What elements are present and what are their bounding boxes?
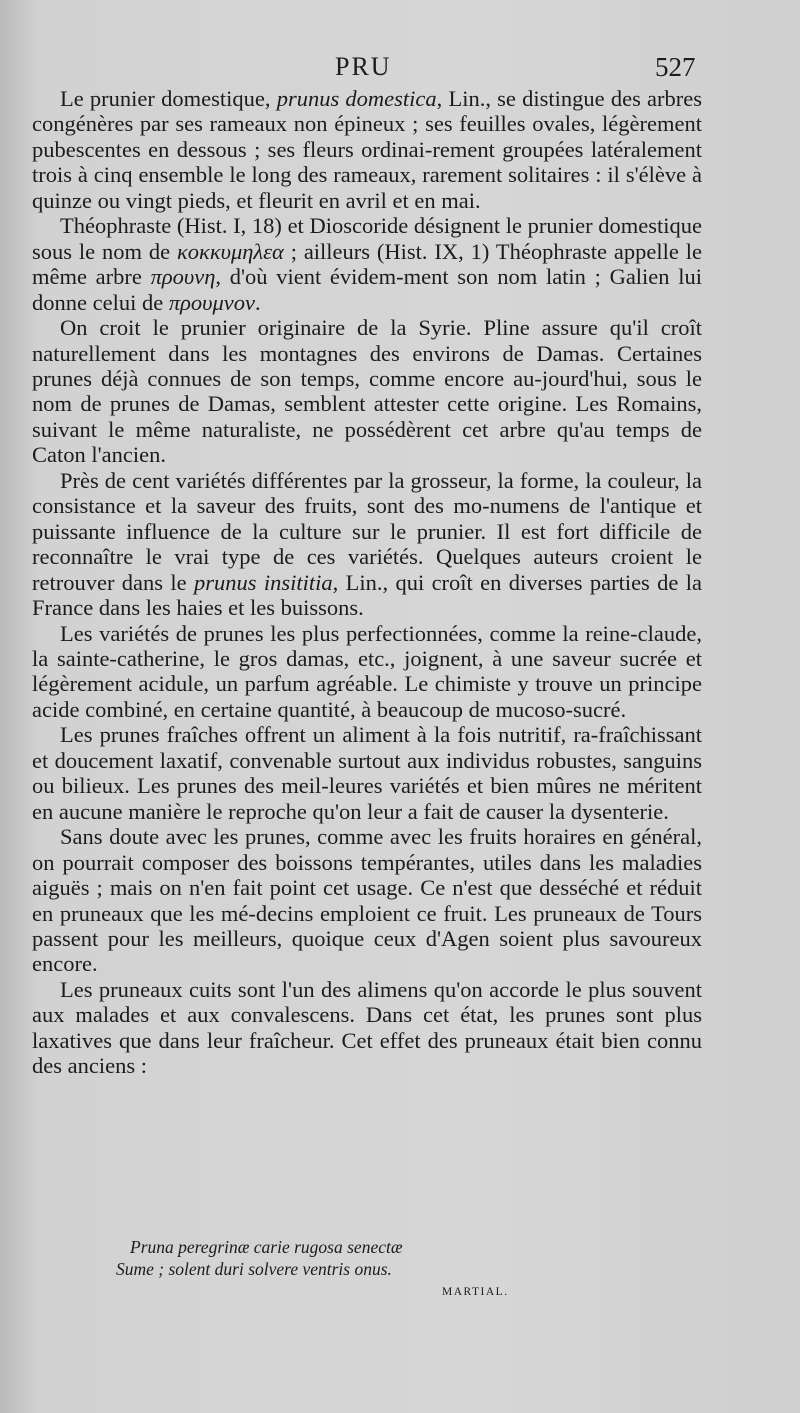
verse-line: Sume ; solent duri solvere ventris onus. (116, 1259, 392, 1279)
running-head: PRU (335, 52, 392, 81)
page-number: 527 (655, 52, 696, 82)
paragraph: On croit le prunier originaire de la Syrie. Pline assure qu'il croît naturellement dans les montagnes des environs de Damas. Certaines prunes déjà connues de son temps, comme encore au-jourd'hui, sous le nom de prunes de Damas, semblent attester cette origine. Les Romains, suivant le même naturaliste, ne possédèrent cet arbre qu'au temps de Caton l'ancien. (32, 315, 702, 468)
quote-author: MARTIAL. (442, 1286, 509, 1298)
paragraph: Sans doute avec les prunes, comme avec les fruits horaires en général, on pourrait composer des boissons tempérantes, utiles dans les maladies aiguës ; mais on n'en fait point cet usage. Ce n'est que desséché et réduit en pruneaux que les mé-decins emploient ce fruit. Les pruneaux de Tours passent pour les meilleurs, quoique ceux d'Agen soient plus savoureux encore. (32, 824, 702, 977)
paragraph: Le prunier domestique, prunus domestica, Lin., se distingue des arbres congénères par ses rameaux non épineux ; ses feuilles ovales, légèrement pubescentes en dessous ; ses fleurs ordinai-rement groupées latéralement trois à cinq ensemble le long des rameaux, rarement solitaires : il s'élève à quinze ou vingt pieds, et fleurit en avril et en mai. (32, 86, 702, 213)
paragraph: Près de cent variétés différentes par la grosseur, la forme, la couleur, la consistance et la saveur des fruits, sont des mo-numens de l'antique et puissante influence de la culture sur le prunier. Il est fort difficile de reconnaître le vrai type de ces variétés. Quelques auteurs croient le retrouver dans le prunus insititia, Lin., qui croît en diverses parties de la France dans les haies et les buissons. (32, 467, 702, 621)
paragraph: Les variétés de prunes les plus perfectionnées, comme la reine-claude, la sainte-catherine, le gros damas, etc., joignent, à une saveur sucrée et légèrement acidule, un parfum agréable. Le chimiste y trouve un principe acide combiné, en certaine quantité, à beaucoup de mucoso-sucré. (32, 620, 702, 722)
paragraph: Les prunes fraîches offrent un aliment à la fois nutritif, ra-fraîchissant et doucement laxatif, convenable surtout aux individus robustes, sanguins ou bilieux. Les prunes des meil-leures variétés et bien mûres ne méritent en aucune manière le reproche qu'on leur a fait de causer la dysenterie. (32, 722, 702, 824)
paragraph: Les pruneaux cuits sont l'un des alimens qu'on accorde le plus souvent aux malades et aux convalescens. Dans cet état, les prunes sont plus laxatives que dans leur fraîcheur. Cet effet des pruneaux était bien connu des anciens : (32, 976, 702, 1079)
body-text (32, 86, 702, 1079)
verse-line: Pruna peregrinæ carie rugosa senectæ (130, 1237, 403, 1257)
paragraph: Théophraste (Hist. I, 18) et Dioscoride désignent le prunier domestique sous le nom de κοκκυμηλεα ; ailleurs (Hist. IX, 1) Théophraste appelle le même arbre προυνη, d'où vient évidem-ment son nom latin ; Galien lui donne celui de προυμνον. (32, 213, 702, 315)
